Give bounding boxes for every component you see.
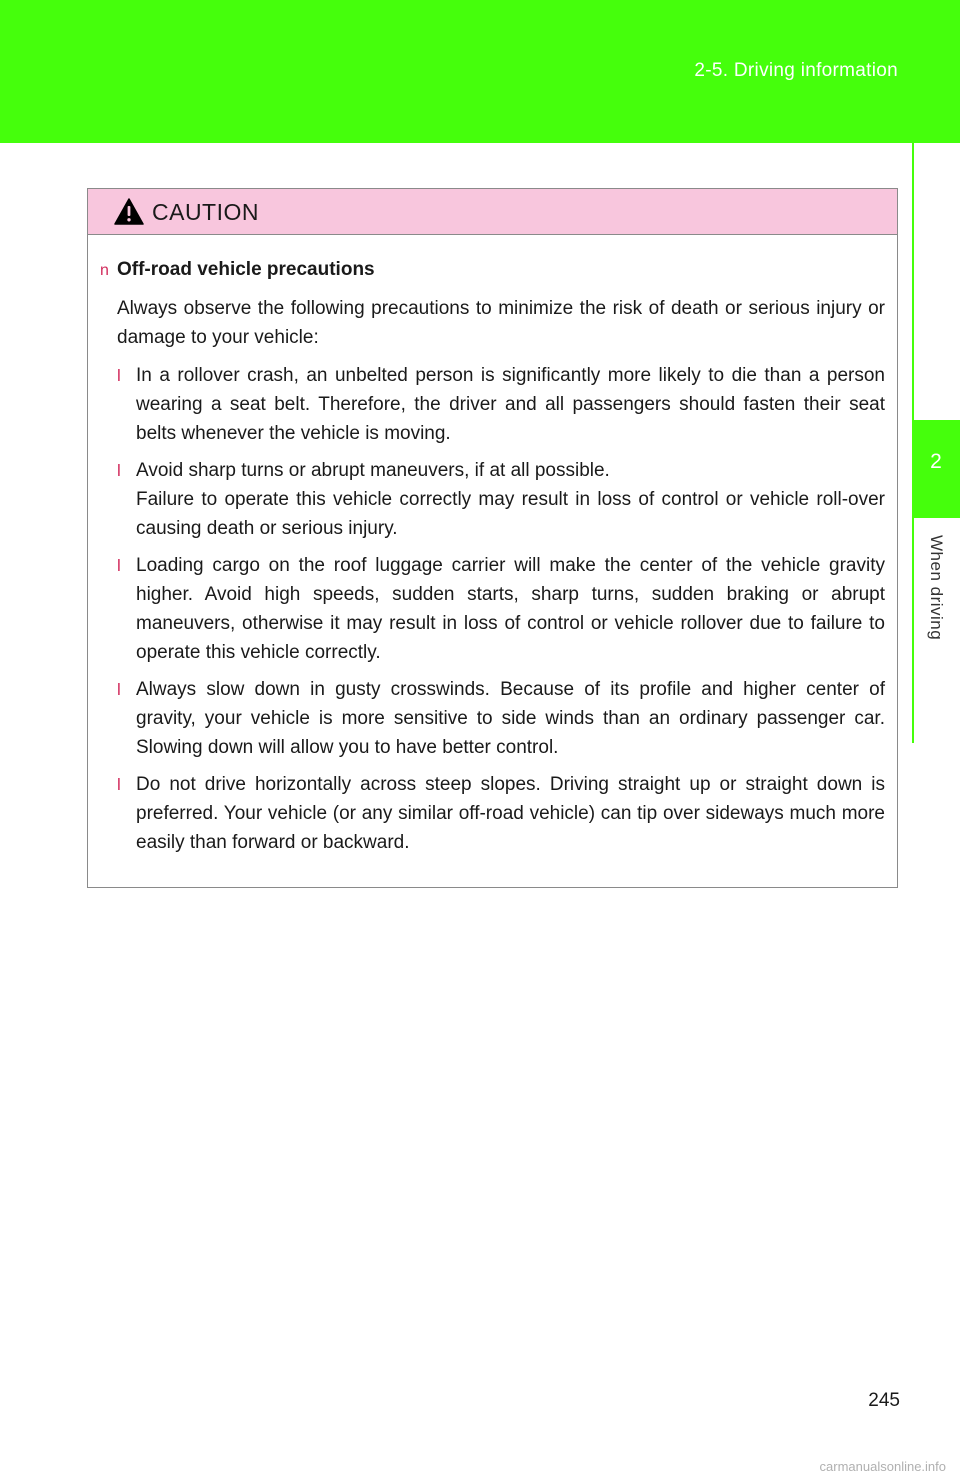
precaution-text: [136, 770, 885, 857]
precaution-item: [117, 770, 885, 857]
caution-body: [88, 235, 897, 857]
precaution-text: [136, 675, 885, 762]
section-title: 2-5. Driving information: [694, 60, 898, 81]
chapter-tab: [912, 420, 960, 518]
warning-triangle-icon: [114, 198, 144, 225]
caution-box: [87, 188, 898, 888]
precaution-line: Always slow down in gusty crosswinds. Because of its profile and higher center of gravity, your vehicle is more sensitive to side winds than an ordinary passenger car. Slowing down will allow you to have better control.: [136, 679, 885, 758]
bullet-marker: l: [117, 775, 121, 794]
precaution-text: [136, 456, 885, 543]
precaution-list: [100, 361, 885, 857]
precaution-line: Avoid sharp turns or abrupt maneuvers, if at all possible.: [136, 460, 610, 481]
caution-intro: Always observe the following precautions to minimize the risk of death or serious injury or damage to your vehicle:: [117, 298, 885, 348]
precaution-line: Failure to operate this vehicle correctly may result in loss of control or vehicle roll-over causing death or serious injury.: [136, 489, 885, 539]
precaution-line: In a rollover crash, an unbelted person is significantly more likely to die than a person wearing a seat belt. Therefore, the driver and all passengers should fasten their seat belts whenever the vehicle is moving.: [136, 365, 885, 444]
precaution-item: [117, 675, 885, 762]
caution-heading: [100, 255, 885, 285]
precaution-item: [117, 456, 885, 543]
precaution-item: [117, 551, 885, 667]
caution-header: [88, 189, 897, 235]
header-band: [0, 0, 960, 143]
heading-marker: n: [100, 262, 109, 279]
precaution-line: Loading cargo on the roof luggage carrier will make the center of the vehicle gravity higher. Avoid high speeds, sudden starts, sharp turns, sudden braking or abrupt maneuvers, otherwise it may result in loss of control or vehicle rollover due to failure to operate this vehicle correctly.: [136, 555, 885, 663]
bullet-marker: l: [117, 680, 121, 699]
page-number: 245: [868, 1390, 900, 1411]
bullet-marker: l: [117, 366, 121, 385]
bullet-marker: l: [117, 461, 121, 480]
watermark: carmanualsonline.info: [819, 1459, 946, 1474]
precaution-text: [136, 551, 885, 667]
precaution-line: Do not drive horizontally across steep slopes. Driving straight up or straight down is preferred. Your vehicle (or any similar off-road vehicle) can tip over sideways much more easily than forward or backward.: [136, 774, 885, 853]
caution-title: CAUTION: [152, 199, 259, 225]
heading-text: Off-road vehicle precautions: [117, 259, 375, 280]
chapter-number: 2: [930, 450, 942, 473]
chapter-label: When driving: [927, 535, 946, 641]
bullet-marker: l: [117, 556, 121, 575]
precaution-text: [136, 361, 885, 448]
precaution-item: [117, 361, 885, 448]
